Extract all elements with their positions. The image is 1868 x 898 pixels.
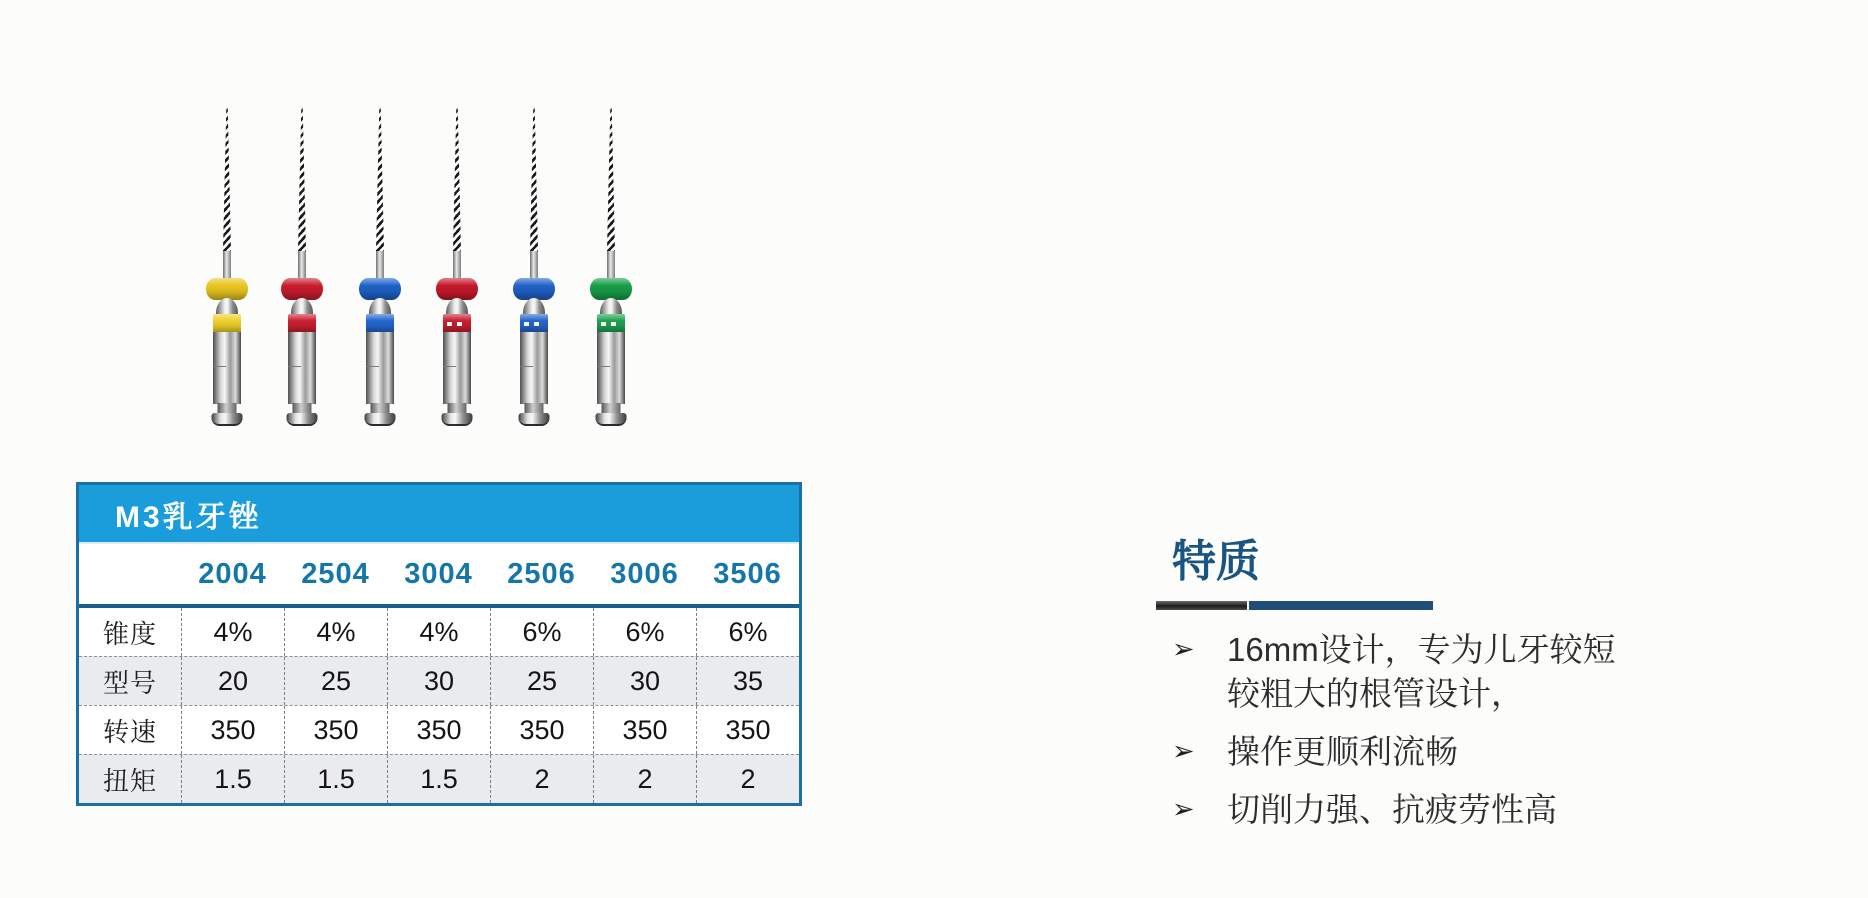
color-band <box>213 314 241 333</box>
table-cell: 2 <box>696 755 799 803</box>
table-cell: 4% <box>284 608 387 656</box>
file-spiral-tip <box>223 108 232 253</box>
table-cell: 1.5 <box>284 755 387 803</box>
table-cell: 1.5 <box>181 755 284 803</box>
table-cell: 350 <box>490 706 593 754</box>
file-handle <box>520 332 548 404</box>
row-label: 扭矩 <box>102 765 157 796</box>
table-cell: 4% <box>387 608 490 656</box>
handle-foot <box>519 413 550 426</box>
column-header: 2506 <box>507 557 576 590</box>
table-cell: 30 <box>593 657 696 705</box>
color-band <box>520 314 548 333</box>
handle-foot <box>596 413 627 426</box>
table-cell: 35 <box>696 657 799 705</box>
file-handle <box>213 332 241 404</box>
features-bullet-list <box>1172 628 1732 846</box>
file-spiral-tip <box>453 108 462 253</box>
handle-foot <box>365 413 396 426</box>
table-cell: 25 <box>490 657 593 705</box>
table-row <box>79 754 799 803</box>
handle-foot <box>442 413 473 426</box>
underline-accent-segment <box>1249 601 1433 610</box>
list-item <box>1172 628 1732 716</box>
table-cell: 350 <box>284 706 387 754</box>
endo-file-illustration <box>435 108 479 438</box>
bullet-text <box>1227 788 1557 832</box>
table-row <box>79 608 799 656</box>
endo-file-illustration <box>280 108 324 438</box>
column-header: 2504 <box>301 557 370 590</box>
row-label: 型号 <box>102 667 157 698</box>
color-ring <box>281 278 323 300</box>
row-label: 转速 <box>102 716 157 747</box>
bullet-line: 较粗大的根管设计， <box>1227 675 1524 712</box>
table-cell: 1.5 <box>387 755 490 803</box>
file-spiral-tip <box>607 108 616 253</box>
endo-file-illustration <box>205 108 249 438</box>
table-cell: 2 <box>593 755 696 803</box>
features-heading: 特质 <box>1172 537 1260 586</box>
table-cell: 6% <box>696 608 799 656</box>
color-ring <box>513 278 555 300</box>
table-cell: 30 <box>387 657 490 705</box>
color-ring <box>436 278 478 300</box>
color-band <box>597 314 625 333</box>
table-header-row <box>79 544 799 608</box>
table-cell: 4% <box>181 608 284 656</box>
color-ring <box>590 278 632 300</box>
arrow-bullet-icon: ➢ <box>1172 794 1195 825</box>
handle-foot <box>287 413 318 426</box>
color-band <box>288 314 316 333</box>
spec-table <box>76 482 802 806</box>
table-cell: 6% <box>593 608 696 656</box>
endo-file-illustration <box>512 108 556 438</box>
row-label: 锥度 <box>102 618 157 649</box>
table-cell: 350 <box>181 706 284 754</box>
table-cell: 25 <box>284 657 387 705</box>
table-corner-cell <box>79 544 181 604</box>
table-title-bar <box>79 485 799 544</box>
file-handle <box>597 332 625 404</box>
list-item <box>1172 730 1732 774</box>
arrow-bullet-icon: ➢ <box>1172 634 1195 665</box>
table-cell: 20 <box>181 657 284 705</box>
column-header: 3004 <box>404 557 473 590</box>
bullet-text <box>1227 628 1616 716</box>
column-header: 2004 <box>198 557 267 590</box>
file-spiral-tip <box>298 108 307 253</box>
color-ring <box>206 278 248 300</box>
underline-gray-segment <box>1156 601 1247 610</box>
color-ring <box>359 278 401 300</box>
table-row <box>79 705 799 754</box>
arrow-bullet-icon: ➢ <box>1172 736 1195 767</box>
file-handle <box>443 332 471 404</box>
bullet-line: 切削力强、抗疲劳性高 <box>1227 791 1557 828</box>
table-title: M3乳牙锉 <box>115 500 262 534</box>
list-item <box>1172 788 1732 832</box>
table-cell: 350 <box>696 706 799 754</box>
file-handle <box>366 332 394 404</box>
column-header: 3506 <box>713 557 782 590</box>
heading-underline <box>1156 601 1433 610</box>
table-cell: 350 <box>593 706 696 754</box>
table-cell: 350 <box>387 706 490 754</box>
table-row <box>79 656 799 705</box>
bullet-text <box>1227 730 1458 774</box>
table-cell: 6% <box>490 608 593 656</box>
file-handle <box>288 332 316 404</box>
color-band <box>443 314 471 333</box>
bullet-line: 16mm设计，专为儿牙较短 <box>1227 631 1616 668</box>
column-header: 3006 <box>610 557 679 590</box>
file-spiral-tip <box>530 108 539 253</box>
endo-file-illustration <box>589 108 633 438</box>
endo-file-illustration <box>358 108 402 438</box>
table-cell: 2 <box>490 755 593 803</box>
handle-foot <box>212 413 243 426</box>
file-spiral-tip <box>376 108 385 253</box>
product-files-figure <box>0 0 700 460</box>
bullet-line: 操作更顺利流畅 <box>1227 733 1458 770</box>
color-band <box>366 314 394 333</box>
